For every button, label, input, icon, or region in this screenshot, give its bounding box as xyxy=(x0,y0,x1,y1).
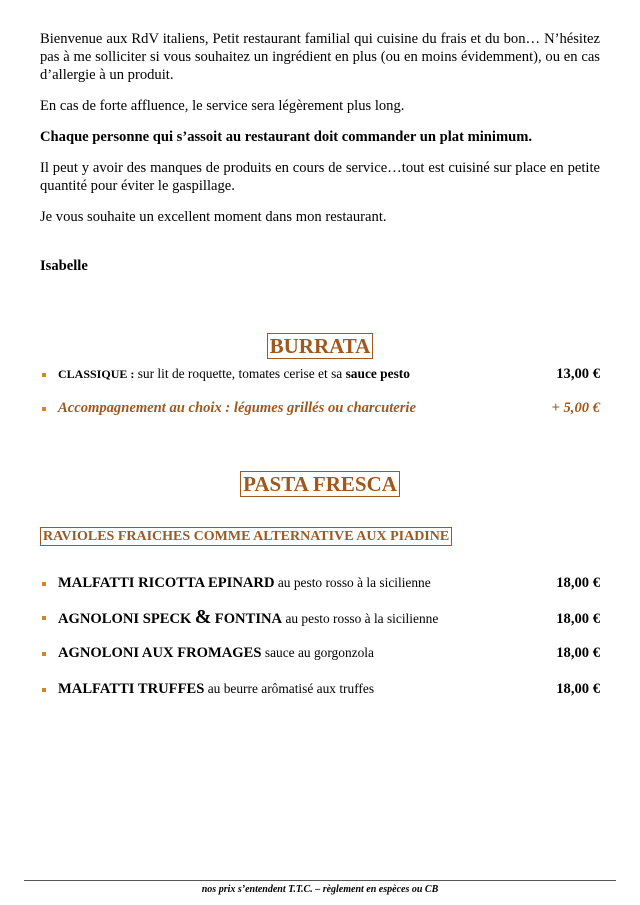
menu-item-burrata-classique xyxy=(40,365,600,383)
footer-divider xyxy=(24,880,616,881)
menu-item-name: MALFATTI TRUFFES xyxy=(58,681,205,697)
menu-item-name: MALFATTI RICOTTA EPINARD xyxy=(58,575,275,591)
menu-item-name: AGNOLONI AUX FROMAGES xyxy=(58,645,262,661)
intro-paragraph-welcome: Bienvenue aux RdV italiens, Petit restaurant familial qui cuisine du frais et du bon… N’hésitez pas à me solliciter si vous souhaitez un ingrédient en plus (ou en moins évidemment), ou en cas d’allergie à un produit. xyxy=(40,31,600,83)
menu-item-description: au beurre arômatisé aux truffes xyxy=(207,681,375,696)
menu-item-name-part-a: AGNOLONI SPECK xyxy=(58,611,192,627)
menu-item-price: 18,00 € xyxy=(556,681,600,697)
menu-item-name-part-b: FONTINA xyxy=(214,611,283,627)
option-price: + 5,00 € xyxy=(551,400,600,416)
burrata-section-header xyxy=(40,333,600,359)
menu-item-text xyxy=(58,680,520,698)
burrata-title: BURRATA xyxy=(267,333,374,359)
pasta-subsection xyxy=(40,497,600,546)
menu-item-price: 18,00 € xyxy=(556,611,600,627)
footer-note: nos prix s’entendent T.T.C. – règlement en espèces ou CB xyxy=(201,884,439,895)
bullet-icon xyxy=(42,582,46,586)
menu-item-text xyxy=(58,608,520,628)
menu-option-accompaniment xyxy=(40,399,600,417)
bullet-icon xyxy=(42,616,46,620)
menu-item-name: CLASSIQUE : xyxy=(58,367,135,381)
intro-paragraph-shortages: Il peut y avoir des manques de produits en cours de service…tout est cuisiné sur place en petite quantité pour éviter le gaspillage. xyxy=(40,160,600,194)
bullet-icon xyxy=(42,652,46,656)
menu-item-text xyxy=(58,365,520,383)
bullet-icon xyxy=(42,407,46,411)
pasta-section-header xyxy=(40,471,600,497)
menu-item-description: au pesto rosso à la sicilienne xyxy=(285,611,439,626)
menu-item-agnoloni-fromages xyxy=(40,644,600,662)
intro-paragraph-affluence: En cas de forte affluence, le service sera légèrement plus long. xyxy=(40,98,405,114)
menu-item-price: 13,00 € xyxy=(556,366,600,382)
menu-item-text xyxy=(58,574,520,592)
option-text: Accompagnement au choix : légumes grillés ou charcuterie xyxy=(58,400,416,416)
menu-item-description: sur lit de roquette, tomates cerise et sa xyxy=(137,366,343,381)
menu-item-description: sauce au gorgonzola xyxy=(264,645,374,660)
menu-page xyxy=(40,30,600,698)
signature: Isabelle xyxy=(40,258,88,274)
menu-item-description: au pesto rosso à la sicilienne xyxy=(277,575,431,590)
intro-paragraph-rule: Chaque personne qui s’assoit au restaurant doit commander un plat minimum. xyxy=(40,129,533,145)
menu-item-description-highlight: sauce pesto xyxy=(345,366,410,381)
menu-item-text xyxy=(58,644,520,662)
menu-item-malfatti-truffes xyxy=(40,680,600,698)
bullet-icon xyxy=(42,688,46,692)
ampersand: & xyxy=(194,606,212,628)
pasta-subtitle: RAVIOLES FRAICHES COMME ALTERNATIVE AUX PIADINE xyxy=(40,527,452,546)
pasta-title: PASTA FRESCA xyxy=(240,471,400,497)
menu-item-agnoloni-speck xyxy=(40,608,600,628)
menu-item-malfatti-ricotta xyxy=(40,574,600,592)
menu-item-price: 18,00 € xyxy=(556,645,600,661)
bullet-icon xyxy=(42,373,46,377)
intro-paragraph-wishes: Je vous souhaite un excellent moment dans mon restaurant. xyxy=(40,209,387,225)
menu-item-price: 18,00 € xyxy=(556,575,600,591)
